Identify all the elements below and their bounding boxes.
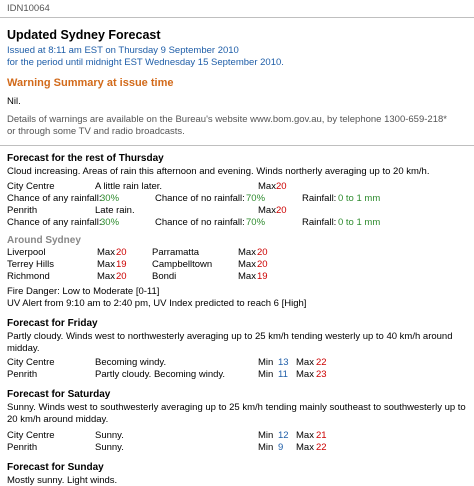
min-temperature: 11: [278, 369, 288, 380]
rainfall-value: 0 to 1 mm: [338, 217, 381, 228]
chance-none-label: Chance of no rainfall:: [155, 217, 245, 228]
chance-any-value: 30%: [100, 217, 120, 228]
max-temperature: 20: [116, 271, 127, 282]
place-description: Sunny.: [95, 430, 124, 441]
divider: [0, 17, 474, 18]
place-name: Penrith: [7, 369, 38, 380]
min-temperature: 9: [278, 442, 284, 453]
max-label: Max: [296, 430, 314, 441]
place-name: City Centre: [7, 181, 55, 192]
place-name: Richmond: [7, 271, 50, 282]
warning-details-line: Details of warnings are available on the Bureau's website www.bom.gov.au, by telephone 1300-659-218*: [7, 114, 447, 125]
max-label: Max: [296, 357, 314, 368]
place-name: Campbelltown: [152, 259, 213, 270]
sunday-summary: Mostly sunny. Light winds.: [7, 475, 118, 486]
sunday-heading: Forecast for Sunday: [7, 462, 104, 473]
place-name: Penrith: [7, 442, 38, 453]
max-label: Max: [238, 247, 256, 258]
place-description: Becoming windy.: [95, 357, 167, 368]
chance-none-value: 70%: [246, 193, 266, 204]
place-name: Penrith: [7, 205, 38, 216]
place-name: Terrey Hills: [7, 259, 54, 270]
issued-period: for the period until midnight EST Wednesday 15 September 2010.: [7, 57, 284, 68]
place-description: Partly cloudy. Becoming windy.: [95, 369, 226, 380]
chance-any-label: Chance of any rainfall:: [7, 193, 102, 204]
max-temperature: 22: [316, 442, 327, 453]
place-name: City Centre: [7, 357, 55, 368]
thursday-summary: Cloud increasing. Areas of rain this afternoon and evening. Winds northerly averaging up to 20 km/h.: [7, 166, 430, 177]
max-label: Max: [296, 369, 314, 380]
product-id: IDN10064: [7, 3, 50, 14]
max-temperature: 21: [316, 430, 327, 441]
warning-status: Nil.: [7, 96, 21, 107]
thursday-heading: Forecast for the rest of Thursday: [7, 153, 164, 164]
issued-info: [7, 45, 284, 69]
saturday-heading: Forecast for Saturday: [7, 389, 111, 400]
max-temperature: 20: [257, 259, 268, 270]
chance-any-value: 30%: [100, 193, 120, 204]
max-label: Max: [238, 259, 256, 270]
max-label: Max: [97, 247, 115, 258]
place-name: Bondi: [152, 271, 177, 282]
chance-none-label: Chance of no rainfall:: [155, 193, 245, 204]
place-name: City Centre: [7, 430, 55, 441]
max-label: Max: [97, 271, 115, 282]
max-temperature: 23: [316, 369, 327, 380]
place-name: Parramatta: [152, 247, 199, 258]
warning-details: [7, 114, 447, 138]
place-description: Sunny.: [95, 442, 124, 453]
friday-heading: Forecast for Friday: [7, 318, 98, 329]
min-label: Min: [258, 369, 274, 380]
chance-any-label: Chance of any rainfall:: [7, 217, 102, 228]
max-label: Max: [258, 205, 276, 216]
friday-summary: Partly cloudy. Winds west to northwesterly averaging up to 25 km/h tending westerly up to 40 km/h around midday.: [7, 331, 453, 354]
rainfall-label: Rainfall:: [302, 217, 337, 228]
min-temperature: 13: [278, 357, 289, 368]
max-temperature: 22: [316, 357, 327, 368]
rainfall-label: Rainfall:: [302, 193, 337, 204]
saturday-summary: Sunny. Winds west to southwesterly averaging up to 25 km/h tending mainly southeast to southwesterly up to 20 km/h around midday.: [7, 402, 466, 425]
fire-danger: Fire Danger: Low to Moderate [0-11]: [7, 286, 160, 297]
max-temperature: 19: [116, 259, 127, 270]
min-label: Min: [258, 357, 274, 368]
min-temperature: 12: [278, 430, 289, 441]
max-temperature: 20: [276, 205, 287, 216]
max-label: Max: [238, 271, 256, 282]
max-label: Max: [97, 259, 115, 270]
place-description: A little rain later.: [95, 181, 163, 192]
around-sydney-heading: Around Sydney: [7, 235, 81, 246]
chance-none-value: 70%: [246, 217, 266, 228]
max-temperature: 20: [116, 247, 127, 258]
divider: [0, 145, 474, 146]
max-temperature: 20: [276, 181, 287, 192]
min-label: Min: [258, 442, 274, 453]
page-title: Updated Sydney Forecast: [7, 28, 161, 42]
max-label: Max: [296, 442, 314, 453]
max-temperature: 20: [257, 247, 268, 258]
place-description: Late rain.: [95, 205, 135, 216]
place-name: Liverpool: [7, 247, 46, 258]
warning-summary-heading: Warning Summary at issue time: [7, 77, 174, 89]
issued-time: Issued at 8:11 am EST on Thursday 9 September 2010: [7, 45, 239, 56]
max-temperature: 19: [257, 271, 268, 282]
max-label: Max: [258, 181, 276, 192]
min-label: Min: [258, 430, 274, 441]
uv-alert: UV Alert from 9:10 am to 2:40 pm, UV Index predicted to reach 6 [High]: [7, 298, 307, 309]
rainfall-value: 0 to 1 mm: [338, 193, 381, 204]
warning-details-line: or through some TV and radio broadcasts.: [7, 126, 185, 137]
